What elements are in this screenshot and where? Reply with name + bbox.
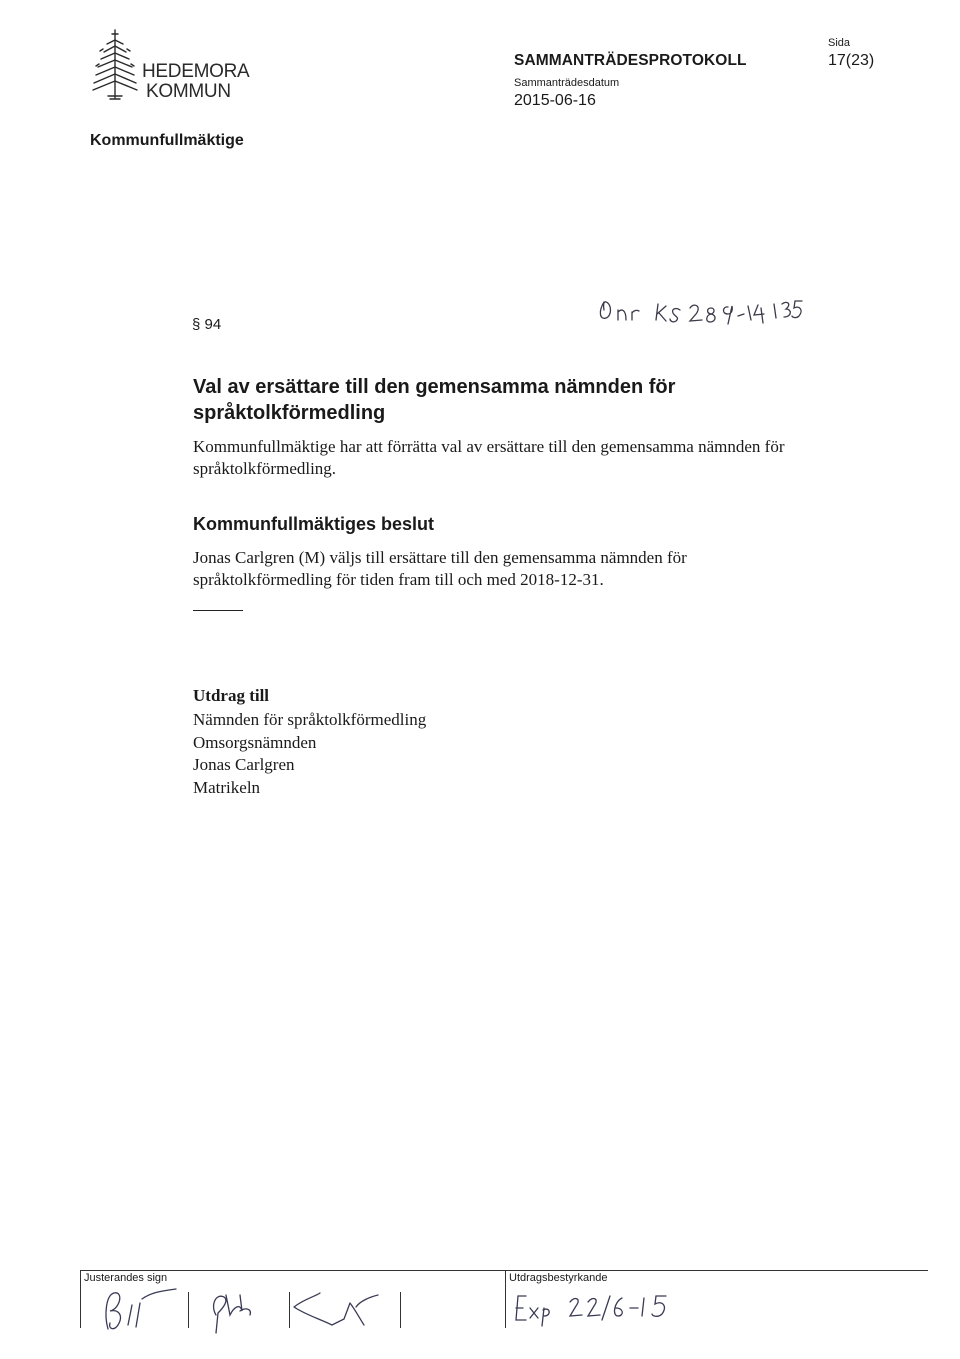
logo-text-hedemora: HEDEMORA xyxy=(142,61,250,82)
item-description-line: Kommunfullmäktige har att förrätta val av ersättare till den gemensamma nämnden för xyxy=(193,437,785,456)
page-number: 17(23) xyxy=(828,52,875,69)
document-type: SAMMANTRÄDESPROTOKOLL xyxy=(514,52,747,69)
extract-recipient-list xyxy=(193,709,426,799)
item-title-line: språktolkförmedling xyxy=(193,402,386,424)
paragraph-number: § 94 xyxy=(192,316,222,333)
item-description xyxy=(193,436,893,480)
item-description-line: språktolkförmedling. xyxy=(193,459,337,478)
decision-text-line: språktolkförmedling för tiden fram till och med 2018-12-31. xyxy=(193,570,604,589)
signature-separator xyxy=(400,1292,401,1328)
extract-recipient: Jonas Carlgren xyxy=(193,755,295,774)
meeting-date-value: 2015-06-16 xyxy=(514,92,596,109)
committee-name: Kommunfullmäktige xyxy=(90,132,244,149)
decision-text xyxy=(193,547,893,591)
item-title xyxy=(193,374,833,426)
meeting-date-label: Sammanträdesdatum xyxy=(514,77,620,89)
section-divider xyxy=(193,610,243,611)
certification-label: Utdragsbestyrkande xyxy=(509,1272,608,1284)
certification-handwritten xyxy=(510,1286,680,1333)
handwritten-signatures xyxy=(80,1285,400,1340)
logo-text-kommun: KOMMUN xyxy=(146,81,231,102)
extract-recipient: Matrikeln xyxy=(193,777,261,797)
decision-heading: Kommunfullmäktiges beslut xyxy=(193,514,435,534)
spruce-tree-logo-icon xyxy=(88,26,142,102)
handwritten-reference-number xyxy=(596,290,806,331)
signature-label: Justerandes sign xyxy=(84,1272,168,1284)
extract-heading: Utdrag till xyxy=(193,686,270,705)
extract-recipient: Omsorgsnämnden xyxy=(193,732,317,752)
page-label: Sida xyxy=(828,37,851,49)
extract-recipient: Nämnden för språktolkförmedling xyxy=(193,710,427,729)
decision-text-line: Jonas Carlgren (M) väljs till ersättare till den gemensamma nämnden för xyxy=(193,548,687,567)
item-title-line: Val av ersättare till den gemensamma nämnden för xyxy=(193,376,676,398)
municipality-logo xyxy=(88,26,258,102)
